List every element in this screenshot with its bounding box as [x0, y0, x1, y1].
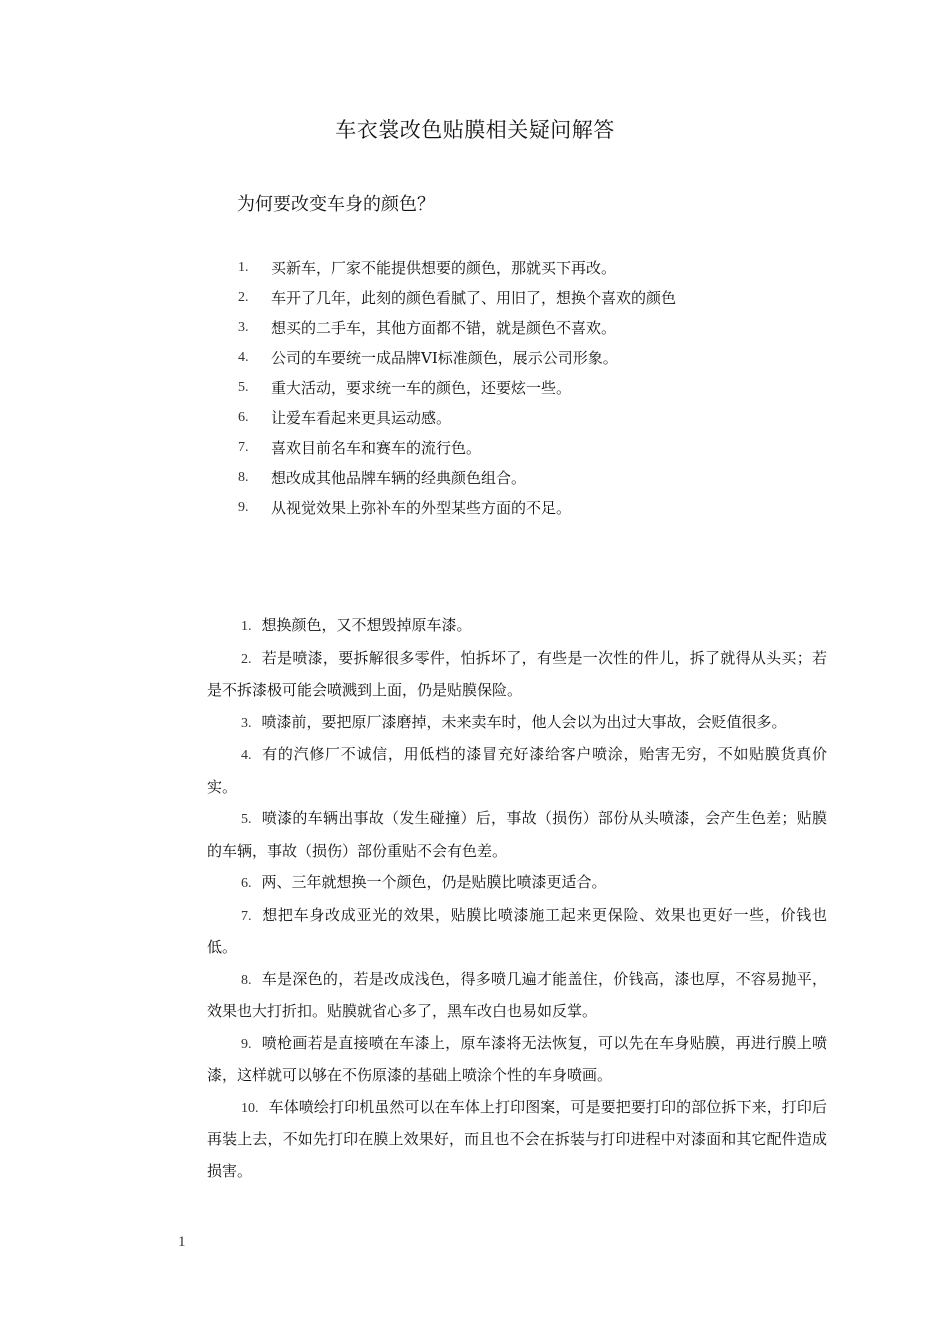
item-text: 若是喷漆，要拆解很多零件，怕拆坏了，有些是一次性的件儿，拆了就得从头买；若是不拆漆极可能会喷溅到上面，仍是贴膜保险。 [207, 648, 827, 699]
item-text: 车体喷绘打印机虽然可以在车体上打印图案，可是要把要打印的部位拆下来，打印后再装上去，不如先打印在膜上效果好，而且也不会在拆装与打印进程中对漆面和其它配件造成损害。 [207, 1097, 827, 1180]
item-text: 想改成其他品牌车辆的经典颜色组合。 [271, 469, 527, 487]
advantages-list [207, 610, 827, 1187]
item-number: 4. [238, 350, 249, 365]
item-text: 想换颜色，又不想毁掉原车漆。 [261, 616, 472, 634]
item-text: 车是深色的，若是改成浅色，得多喷几遍才能盖住，价钱高，漆也厚，不容易抛平，效果也大打折扣。贴膜就省心多了，黑车改白也易如反掌。 [207, 969, 827, 1020]
item-number: 9. [238, 500, 249, 515]
item-text: 喜欢目前名车和赛车的流行色。 [271, 439, 482, 457]
page-number: 1 [178, 1234, 186, 1250]
list-item [207, 803, 827, 867]
list-item [207, 1092, 827, 1188]
item-number: 7. [241, 908, 252, 924]
item-number: 8. [238, 470, 249, 485]
item-number: 3. [241, 715, 252, 731]
item-number: 2. [238, 290, 249, 305]
item-text: 两、三年就想换一个颜色，仍是贴膜比喷漆更适合。 [261, 873, 607, 891]
list-item [0, 376, 950, 406]
item-text: 买新车，厂家不能提供想要的颜色，那就买下再改。 [271, 259, 617, 277]
list-item [0, 496, 950, 526]
item-text: 从视觉效果上弥补车的外型某些方面的不足。 [271, 499, 572, 517]
item-text: 想买的二手车，其他方面都不错，就是颜色不喜欢。 [271, 319, 617, 337]
item-text: 有的汽修厂不诚信，用低档的漆冒充好漆给客户喷涂，贻害无穷，不如贴膜货真价实。 [207, 745, 827, 796]
list-item [207, 707, 827, 740]
item-number: 6. [241, 876, 252, 891]
list-item [0, 466, 950, 496]
item-text: 喷漆的车辆出事故（发生碰撞）后，事故（损伤）部份从头喷漆，会产生色差；贴膜的车辆，事故（损伤）部份重贴不会有色差。 [207, 809, 827, 860]
list-item [0, 346, 950, 376]
list-item [207, 739, 827, 803]
item-number: 1. [238, 260, 249, 275]
reasons-list [0, 256, 950, 526]
item-text: 想把车身改成亚光的效果，贴膜比喷漆施工起来更保险、效果也更好一些，价钱也低。 [207, 905, 827, 956]
section-heading: 为何要改变车身的颜色？ [237, 194, 435, 215]
list-item [0, 256, 950, 286]
list-item [207, 610, 827, 643]
item-number: 10. [241, 1100, 259, 1116]
item-number: 5. [241, 812, 252, 827]
item-text: 车开了几年，此刻的颜色看腻了、用旧了，想换个喜欢的颜色 [271, 289, 677, 307]
item-text: 喷漆前，要把原厂漆磨掉，未来卖车时，他人会以为出过大事故，会贬值很多。 [261, 712, 787, 731]
item-text: 公司的车要统一成品牌VI标准颜色，展示公司形象。 [271, 349, 618, 367]
item-number: 1. [241, 619, 252, 634]
list-item [0, 316, 950, 346]
item-number: 2. [241, 651, 252, 667]
list-item [0, 406, 950, 436]
item-text: 喷枪画若是直接喷在车漆上，原车漆将无法恢复，可以先在车身贴膜，再进行膜上喷漆，这样就可以够在不伤原漆的基础上喷涂个性的车身喷画。 [207, 1033, 827, 1084]
item-text: 让爱车看起来更具运动感。 [271, 409, 452, 427]
item-number: 6. [238, 410, 249, 425]
document-title: 车衣裳改色贴膜相关疑问解答 [335, 118, 615, 142]
item-number: 7. [238, 440, 249, 455]
list-item [207, 643, 827, 707]
item-number: 9. [241, 1036, 252, 1052]
list-item [207, 900, 827, 964]
list-item [0, 286, 950, 316]
item-text: 重大活动，要求统一车的颜色，还要炫一些。 [271, 379, 572, 397]
list-item [207, 964, 827, 1028]
item-number: 8. [241, 972, 252, 988]
item-number: 3. [238, 320, 249, 335]
list-item [207, 1028, 827, 1092]
item-number: 5. [238, 380, 249, 395]
item-number: 4. [241, 748, 252, 763]
list-item [207, 867, 827, 900]
list-item [0, 436, 950, 466]
